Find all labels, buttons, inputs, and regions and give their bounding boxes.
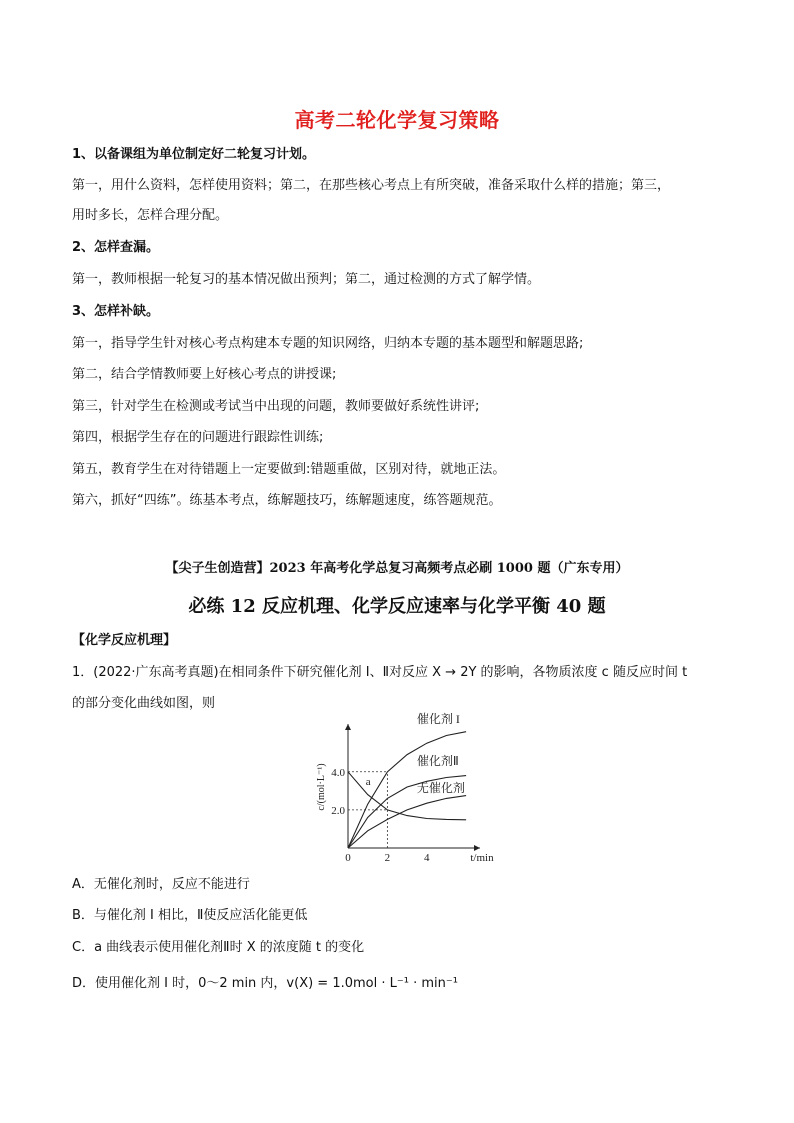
section-3-item: 第五，教育学生在对待错题上一定要做到:错题重做，区别对待，就地正法。	[72, 462, 506, 477]
section-3-item: 第一，指导学生针对核心考点构建本专题的知识网络，归纳本专题的基本题型和解题思路;	[72, 336, 584, 351]
exam-main-title: 必练 12 反应机理、化学反应速率与化学平衡 40 题	[188, 596, 606, 617]
section-2-paragraph: 第一，教师根据一轮复习的基本情况做出预判；第二，通过检测的方式了解学情。	[72, 272, 541, 287]
series-label: 无催化剂	[416, 780, 465, 795]
section-1-paragraph-line-2: 用时多长，怎样合理分配。	[72, 208, 229, 223]
doc-title: 高考二轮化学复习策略	[294, 108, 500, 132]
exam-section-label: 【化学反应机理】	[72, 633, 177, 648]
option-c[interactable]: C．a 曲线表示使用催化剂Ⅱ时 X 的浓度随 t 的变化	[72, 940, 365, 955]
section-3-item: 第三，针对学生在检测或考试当中出现的问题，教师要做好系统性讲评;	[72, 399, 480, 414]
x-tick-label: 4	[424, 852, 430, 864]
section-3-item: 第四，根据学生存在的问题进行跟踪性训练;	[72, 430, 324, 445]
option-a[interactable]: A．无催化剂时，反应不能进行	[72, 877, 250, 892]
question-1-line-1: 1．(2022·广东高考真题)在相同条件下研究催化剂 I、Ⅱ对反应 X → 2Y 的影响，各物质浓度 c 随反应时间 t	[72, 665, 688, 680]
section-3-heading: 3、怎样补缺。	[72, 304, 160, 319]
x-tick-label: 2	[384, 852, 391, 864]
question-1-line-2: 的部分变化曲线如图，则	[72, 696, 216, 711]
section-3-item: 第二，结合学情教师要上好核心考点的讲授课;	[72, 367, 337, 382]
y-tick-label: 4.0	[331, 766, 345, 779]
concentration-time-chart	[314, 712, 494, 864]
series-label: 催化剂 I	[416, 712, 460, 727]
section-1-paragraph-line-1: 第一，用什么资料，怎样使用资料；第二，在那些核心考点上有所突破，准备采取什么样的措施；第三，	[72, 178, 671, 193]
series-label: 催化剂Ⅱ	[416, 754, 459, 769]
section-3-item: 第六，抓好“四练”。练基本考点，练解题技巧，练解题速度，练答题规范。	[72, 493, 502, 508]
series-line	[348, 796, 466, 848]
x-axis-arrow	[474, 845, 480, 851]
y-axis-arrow	[345, 724, 351, 730]
option-d[interactable]: D．使用催化剂 I 时，0～2 min 内，v(X) = 1.0mol · L⁻¹ · min⁻¹	[72, 976, 458, 991]
curve-annotation: a	[365, 776, 371, 789]
exam-series-title: 【尖子生创造营】2023 年高考化学总复习高频考点必刷 1000 题（广东专用）	[165, 561, 629, 576]
x-tick-label: 0	[345, 852, 351, 864]
option-b[interactable]: B．与催化剂 I 相比，Ⅱ使反应活化能更低	[72, 908, 308, 923]
y-axis-label: c/(mol·L⁻¹)	[316, 763, 327, 811]
section-2-heading: 2、怎样查漏。	[72, 240, 160, 255]
section-1-heading: 1、以备课组为单位制定好二轮复习计划。	[72, 147, 316, 162]
x-axis-label: t/min	[470, 852, 494, 864]
y-tick-label: 2.0	[331, 804, 345, 817]
